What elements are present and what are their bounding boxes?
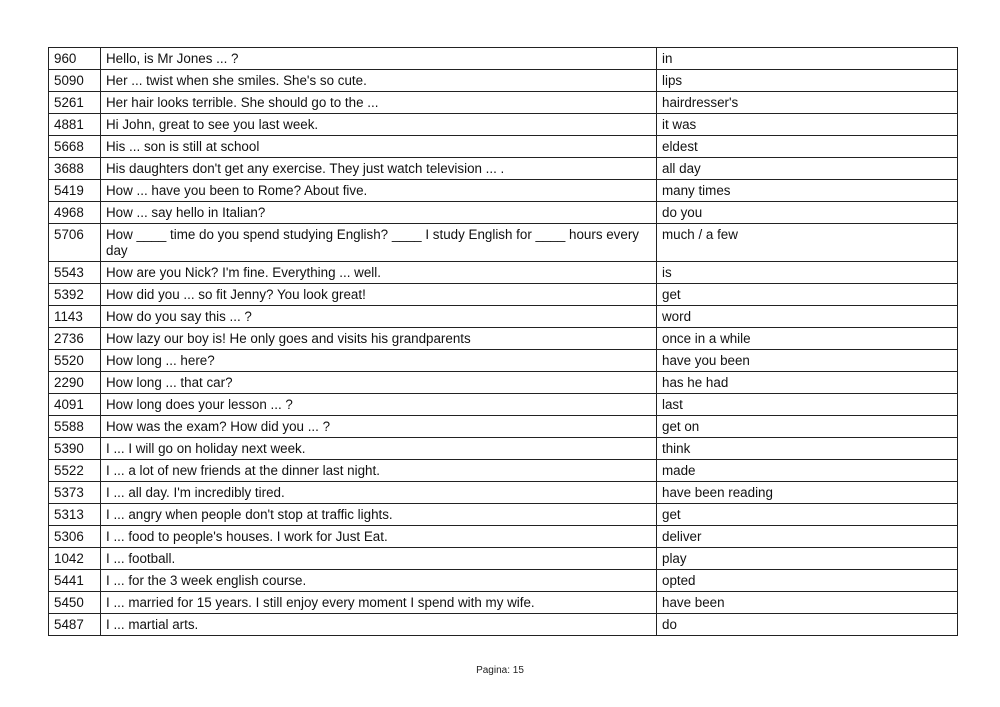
question-cell: Her hair looks terrible. She should go to the ... <box>101 92 657 114</box>
question-cell: How are you Nick? I'm fine. Everything ... well. <box>101 262 657 284</box>
table-row <box>49 136 958 158</box>
table-row <box>49 570 958 592</box>
answer-cell: made <box>657 460 958 482</box>
answer-cell: in <box>657 48 958 70</box>
answer-cell: word <box>657 306 958 328</box>
row-id-cell: 4091 <box>49 394 101 416</box>
row-id-cell: 5450 <box>49 592 101 614</box>
question-cell: I ... all day. I'm incredibly tired. <box>101 482 657 504</box>
table-row <box>49 284 958 306</box>
table-row <box>49 180 958 202</box>
table-row <box>49 114 958 136</box>
exercise-table-body <box>49 48 958 636</box>
row-id-cell: 1143 <box>49 306 101 328</box>
answer-cell: it was <box>657 114 958 136</box>
row-id-cell: 5520 <box>49 350 101 372</box>
row-id-cell: 5441 <box>49 570 101 592</box>
table-row <box>49 372 958 394</box>
question-cell: How ____ time do you spend studying English? ____ I study English for ____ hours every day <box>101 224 657 262</box>
question-cell: How ... say hello in Italian? <box>101 202 657 224</box>
table-row <box>49 482 958 504</box>
row-id-cell: 5668 <box>49 136 101 158</box>
page-number: Pagina: 15 <box>476 665 524 676</box>
row-id-cell: 5522 <box>49 460 101 482</box>
answer-cell: is <box>657 262 958 284</box>
table-row <box>49 504 958 526</box>
table-row <box>49 548 958 570</box>
row-id-cell: 5706 <box>49 224 101 262</box>
question-cell: How long ... that car? <box>101 372 657 394</box>
answer-cell: have been reading <box>657 482 958 504</box>
question-cell: How lazy our boy is! He only goes and visits his grandparents <box>101 328 657 350</box>
page-footer <box>0 665 1000 676</box>
answer-cell: get <box>657 284 958 306</box>
answer-cell: get on <box>657 416 958 438</box>
question-cell: His ... son is still at school <box>101 136 657 158</box>
answer-cell: do <box>657 614 958 636</box>
row-id-cell: 5419 <box>49 180 101 202</box>
table-row <box>49 614 958 636</box>
row-id-cell: 960 <box>49 48 101 70</box>
answer-cell: lips <box>657 70 958 92</box>
question-cell: I ... married for 15 years. I still enjoy every moment I spend with my wife. <box>101 592 657 614</box>
table-row <box>49 262 958 284</box>
answer-cell: think <box>657 438 958 460</box>
row-id-cell: 2736 <box>49 328 101 350</box>
row-id-cell: 5588 <box>49 416 101 438</box>
row-id-cell: 5373 <box>49 482 101 504</box>
question-cell: How long does your lesson ... ? <box>101 394 657 416</box>
answer-cell: get <box>657 504 958 526</box>
answer-cell: once in a while <box>657 328 958 350</box>
answer-cell: have you been <box>657 350 958 372</box>
row-id-cell: 2290 <box>49 372 101 394</box>
table-row <box>49 224 958 262</box>
table-row <box>49 306 958 328</box>
row-id-cell: 5390 <box>49 438 101 460</box>
row-id-cell: 5306 <box>49 526 101 548</box>
row-id-cell: 5487 <box>49 614 101 636</box>
table-row <box>49 202 958 224</box>
table-row <box>49 158 958 180</box>
row-id-cell: 3688 <box>49 158 101 180</box>
question-cell: His daughters don't get any exercise. They just watch television ... . <box>101 158 657 180</box>
row-id-cell: 5543 <box>49 262 101 284</box>
table-row <box>49 460 958 482</box>
exercise-table <box>48 47 958 636</box>
question-cell: I ... angry when people don't stop at traffic lights. <box>101 504 657 526</box>
answer-cell: last <box>657 394 958 416</box>
question-cell: Hi John, great to see you last week. <box>101 114 657 136</box>
question-cell: How did you ... so fit Jenny? You look great! <box>101 284 657 306</box>
question-cell: I ... for the 3 week english course. <box>101 570 657 592</box>
row-id-cell: 5392 <box>49 284 101 306</box>
question-cell: How long ... here? <box>101 350 657 372</box>
table-row <box>49 394 958 416</box>
table-row <box>49 416 958 438</box>
answer-cell: hairdresser's <box>657 92 958 114</box>
answer-cell: much / a few <box>657 224 958 262</box>
answer-cell: play <box>657 548 958 570</box>
question-cell: I ... a lot of new friends at the dinner last night. <box>101 460 657 482</box>
question-cell: Her ... twist when she smiles. She's so cute. <box>101 70 657 92</box>
table-row <box>49 48 958 70</box>
question-cell: How ... have you been to Rome? About five. <box>101 180 657 202</box>
table-row <box>49 92 958 114</box>
row-id-cell: 5313 <box>49 504 101 526</box>
row-id-cell: 4968 <box>49 202 101 224</box>
answer-cell: eldest <box>657 136 958 158</box>
answer-cell: has he had <box>657 372 958 394</box>
table-row <box>49 526 958 548</box>
table-row <box>49 70 958 92</box>
answer-cell: do you <box>657 202 958 224</box>
row-id-cell: 5261 <box>49 92 101 114</box>
row-id-cell: 5090 <box>49 70 101 92</box>
answer-cell: deliver <box>657 526 958 548</box>
row-id-cell: 1042 <box>49 548 101 570</box>
question-cell: I ... football. <box>101 548 657 570</box>
answer-cell: all day <box>657 158 958 180</box>
table-row <box>49 350 958 372</box>
answer-cell: opted <box>657 570 958 592</box>
question-cell: How was the exam? How did you ... ? <box>101 416 657 438</box>
row-id-cell: 4881 <box>49 114 101 136</box>
table-row <box>49 438 958 460</box>
question-cell: I ... martial arts. <box>101 614 657 636</box>
table-row <box>49 592 958 614</box>
question-cell: I ... food to people's houses. I work for Just Eat. <box>101 526 657 548</box>
answer-cell: have been <box>657 592 958 614</box>
table-row <box>49 328 958 350</box>
question-cell: How do you say this ... ? <box>101 306 657 328</box>
question-cell: I ... I will go on holiday next week. <box>101 438 657 460</box>
question-cell: Hello, is Mr Jones ... ? <box>101 48 657 70</box>
answer-cell: many times <box>657 180 958 202</box>
